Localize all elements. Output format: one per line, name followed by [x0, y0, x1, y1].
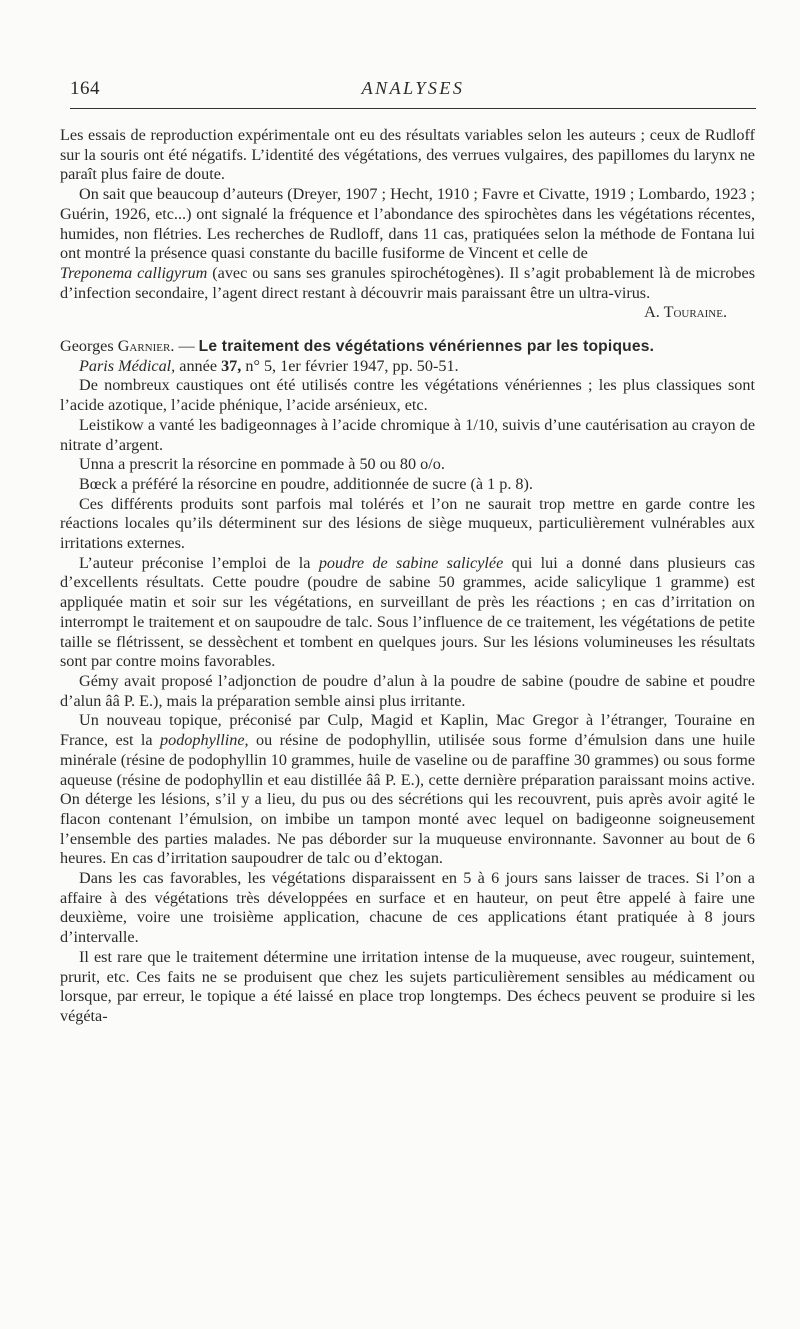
author-last-name: Garnier.	[117, 337, 175, 356]
year-label: année	[179, 356, 218, 375]
running-title: ANALYSES	[361, 78, 465, 98]
journal-name: Paris Médical,	[79, 356, 176, 375]
text-run: L’auteur préconise l’emploi de la	[79, 553, 311, 572]
paragraph	[60, 264, 755, 303]
paragraph: On sait que beaucoup d’auteurs (Dreyer, 1907 ; Hecht, 1910 ; Favre et Civatte, 1919 ; Lombardo, 1923 ; Guérin, 1926, etc...) ont signalé la fréquence et l’abondance des spirochètes dans les végétations récentes, humides, non flétries. Les recherches de Rudloff, dans 11 cas, pratiquées selon la méthode de Fontana lui ont montré la présence quasi constante du bacille fusiforme de Vincent et celle de	[60, 185, 755, 263]
paragraph: Unna a prescrit la résorcine en pommade à 50 ou 80 o/o.	[79, 455, 445, 474]
page-header	[70, 78, 756, 104]
paragraph	[60, 554, 755, 672]
article-title: Le traitement des végétations vénériennes par les topiques.	[198, 338, 655, 356]
paragraph: Gémy avait proposé l’adjonction de poudre d’alun à la poudre de sabine (poudre de sabine et poudre d’alun ââ P. E.), mais la préparation semble ainsi plus irritante.	[60, 671, 755, 710]
paragraph: Bœck a préféré la résorcine en poudre, additionnée de sucre (à 1 p. 8).	[79, 474, 533, 493]
issue-pages: n° 5, 1er février 1947, pp. 50-51.	[245, 356, 459, 375]
paragraph: Il est rare que le traitement détermine une irritation intense de la muqueuse, avec rougeur, suintement, prurit, etc. Ces faits ne se produisent que chez les sujets particulièrement sensibles au médicament ou lorsque, par erreur, le topique a été laissé en place trop longtemps. Des échecs peuvent se produire si les végéta-	[60, 947, 755, 1025]
header-rule	[70, 108, 756, 109]
text-run: Un nouveau topique, préconisé par Culp, Magid et Kaplin, Mac Gregor à l’étranger, Touraine en France, est la	[60, 711, 755, 750]
paragraph: Les essais de reproduction expérimentale ont eu des résultats variables selon les auteurs ; ceux de Rudloff sur la souris ont été négatifs. L’identité des végétations, des verrues vulgaires, des papillomes du larynx ne paraît plus faire de doute.	[60, 126, 755, 184]
page-number: 164	[70, 78, 100, 99]
paragraph: Leistikow a vanté les badigeonnages à l’acide chromique à 1/10, suivis d’une cautérisation au crayon de nitrate d’argent.	[60, 415, 755, 454]
article-body	[60, 126, 755, 1027]
paragraph	[60, 711, 755, 869]
reference-source	[60, 357, 755, 377]
paragraph: Dans les cas favorables, les végétations disparaissent en 5 à 6 jours sans laisser de traces. Si l’on a affaire à des végétations très développées en surface et en hauteur, on peut être appelé à faire une deuxième, voire une troisième application, chacune de ces applications étant pratiquée à 8 jours d’intervalle.	[60, 869, 755, 947]
reference-heading	[60, 337, 755, 357]
species-name: Treponema calligyrum	[60, 263, 208, 282]
text-run: ou résine de podophyllin, utilisée sous forme d’émulsion dans une huile minérale (résine de podophyllin 10 grammes, huile de vaseline ou de paraffine 30 grammes) ou sous forme aqueuse (résine de podophyllin et eau distillée ââ P. E.), cette dernière préparation paraissant moins active. On déterge les lésions, s’il y a lieu, du pus ou des sécrétions qui les recouvrent, puis après avoir agité le flacon contenant l’émulsion, on imbibe un tampon monté avec lequel on badigeonne soigneusement l’ensemble des parties malades. Ne pas déborder sur la muqueuse environnante. Savonner au bout de 6 heures. En cas d’irritation saupoudrer de talc ou d’ektogan.	[60, 731, 756, 868]
emphasized-term: podophylline,	[160, 731, 249, 750]
reviewer-signature: A. Touraine.	[644, 303, 727, 322]
review-signature-line	[60, 303, 755, 323]
text-run: qui lui a donné dans plusieurs cas d’excellents résultats. Cette poudre (poudre de sabine 50 grammes, acide salicylique 1 gramme) est appliquée matin et soir sur les végétations, en surveillant de près les réactions ; en cas d’irritation on interrompt le traitement et on saupoudre de talc. Sous l’influence de ce traitement, les végétations de petite taille se flétrissent, se dessèchent et tombent en quelques jours. Sur les lésions volumineuses les résultats sont par contre moins favorables.	[60, 553, 756, 671]
paragraph: Ces différents produits sont parfois mal tolérés et l’on ne saurait trop mettre en garde contre les réactions locales qu’ils déterminent sur des lésions de siège muqueux, particulièrement vulnérables aux irritations externes.	[60, 494, 755, 553]
emphasized-term: poudre de sabine salicylée	[318, 553, 504, 572]
author-first-name: Georges	[60, 337, 114, 356]
paragraph-tail: (avec ou sans ses granules spirochétogènes). Il s’agit probablement là de microbes d’infection secondaire, l’agent direct restant à découvrir mais paraissant être un ultra-virus.	[60, 263, 756, 302]
paragraph: De nombreux caustiques ont été utilisés contre les végétations vénériennes ; les plus classiques sont l’acide azotique, l’acide phénique, l’acide arsénieux, etc.	[60, 376, 755, 415]
dash: —	[178, 337, 195, 356]
volume-number: 37,	[221, 356, 242, 375]
